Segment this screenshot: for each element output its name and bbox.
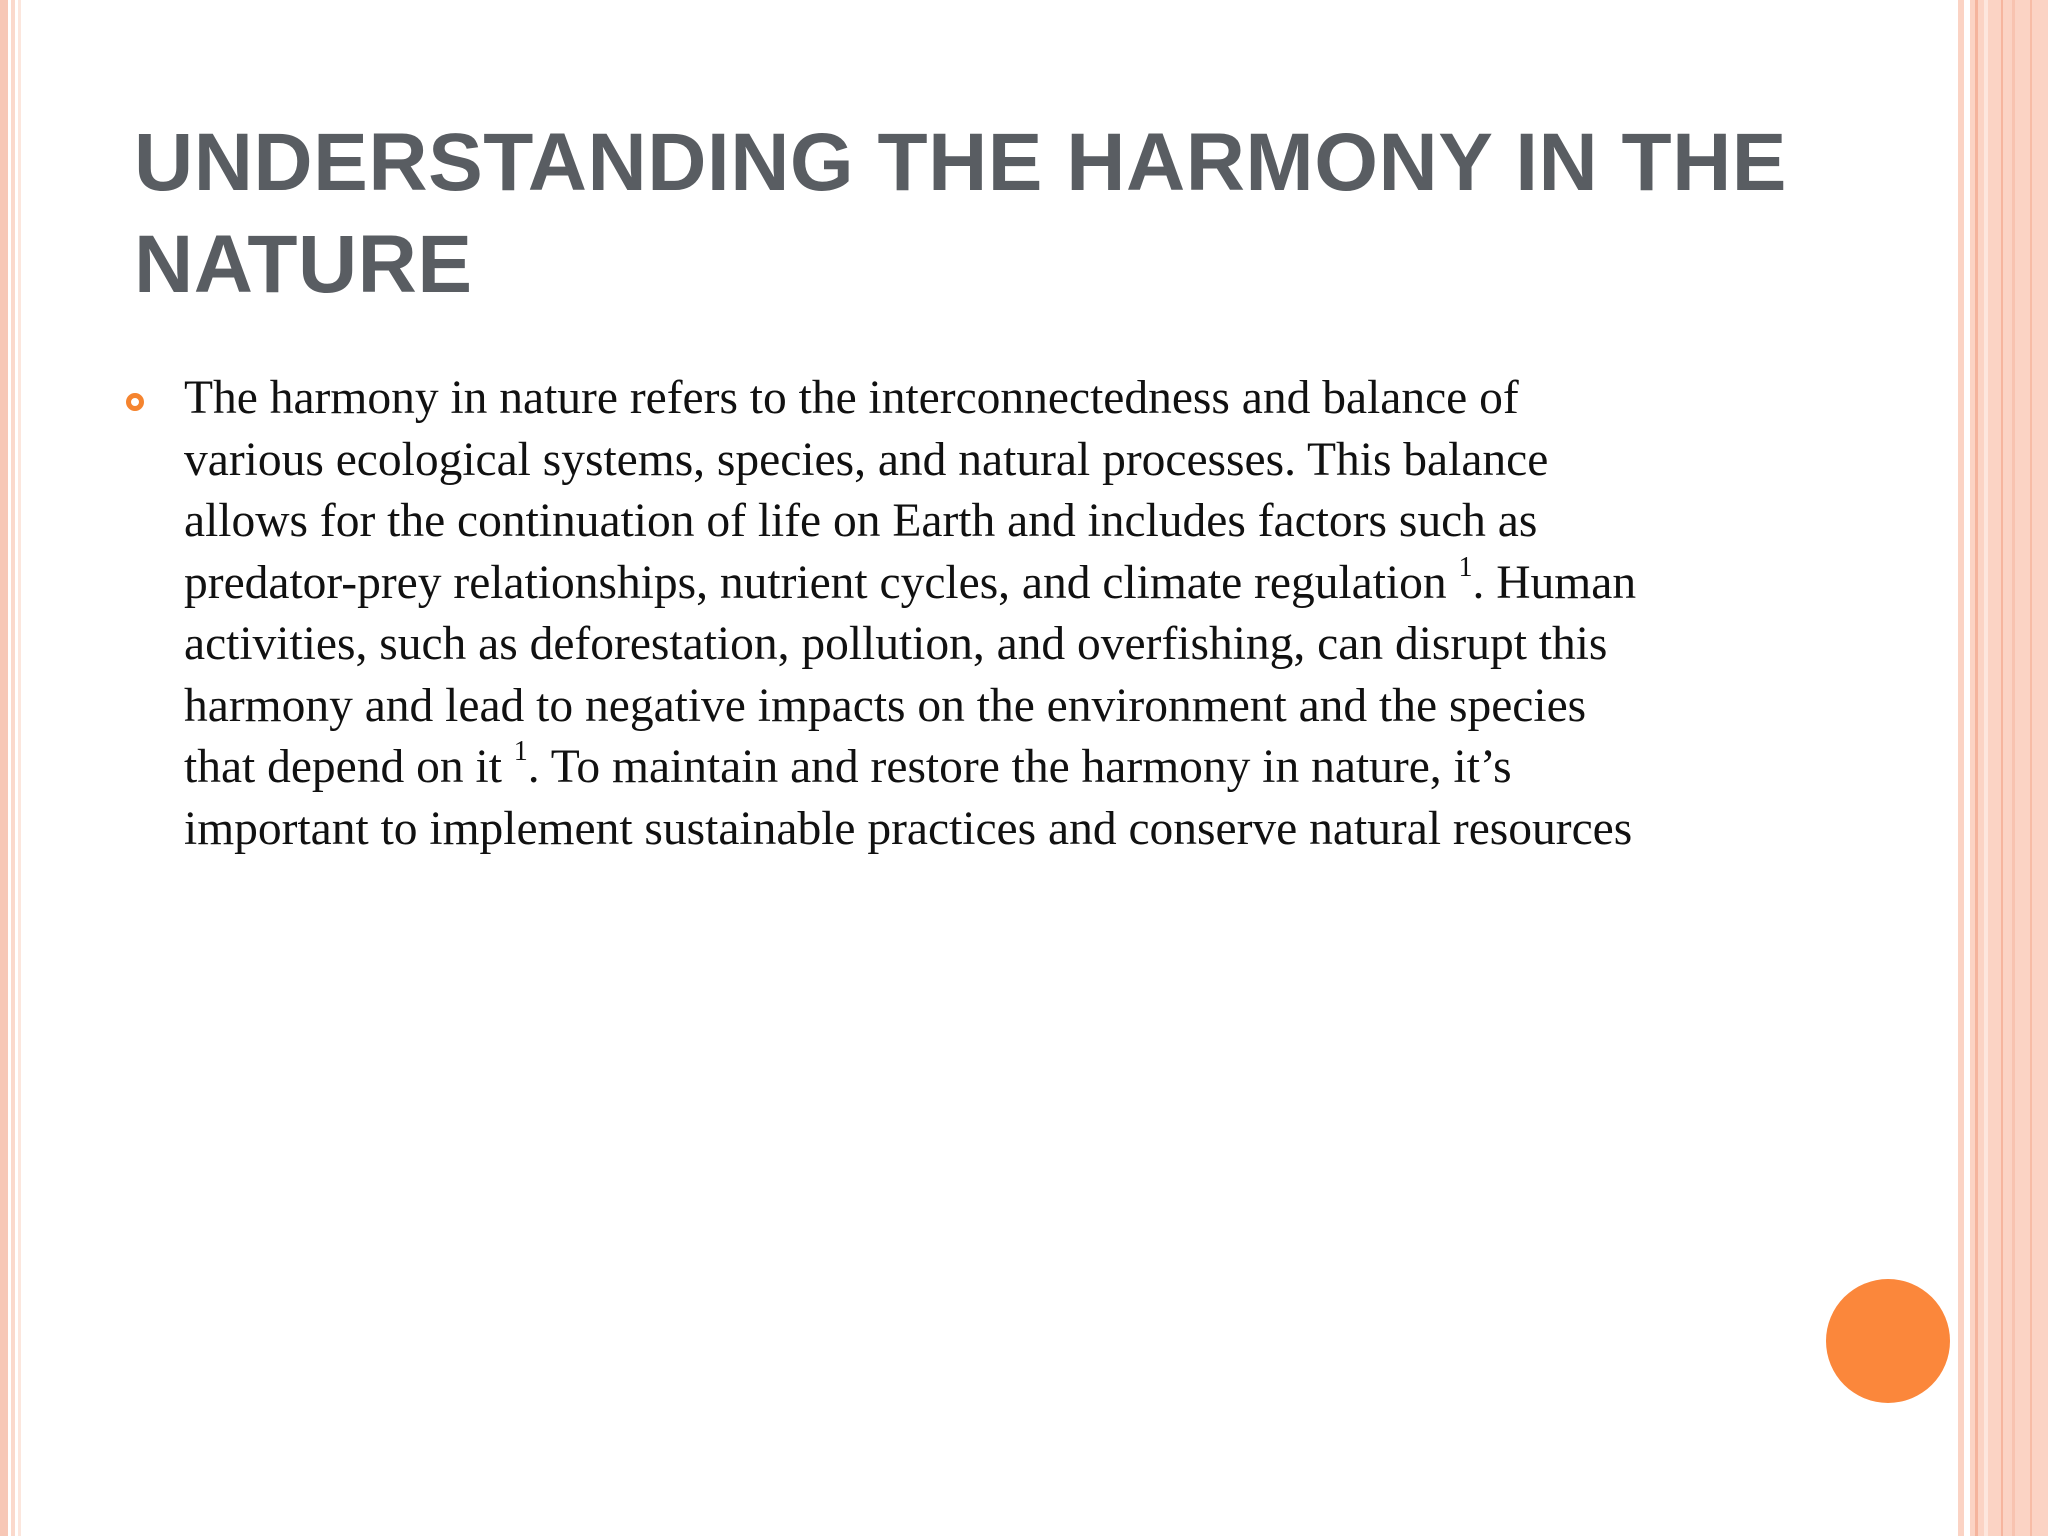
slide-title: UNDERSTANDING THE HARMONY IN THE NATURE <box>134 117 1787 310</box>
right-border-band <box>1958 0 2048 1536</box>
body-text-run: that depend on it <box>184 741 514 793</box>
body-text-run: . To maintain and restore the harmony in nature, it’s <box>527 741 1512 793</box>
footnote-reference: 1 <box>513 736 528 767</box>
body-line: The harmony in nature refers to the interconnectedness and balance of <box>184 372 1519 424</box>
body-line: activities, such as deforestation, pollution, and overfishing, can disrupt this <box>184 618 1608 670</box>
right-border-line <box>1984 0 1988 1536</box>
body-line: allows for the continuation of life on Earth and includes factors such as <box>184 495 1538 547</box>
right-border-line <box>1975 0 1978 1536</box>
bullet-icon <box>126 393 144 411</box>
left-border-stripe <box>0 0 8 1536</box>
slide-body-text <box>184 368 1784 860</box>
body-line <box>184 737 1784 799</box>
footnote-reference: 1 <box>1458 551 1473 583</box>
right-border-line <box>2001 0 2003 1536</box>
body-line: important to implement sustainable practices and conserve natural resources <box>184 802 1633 855</box>
body-line: harmony and lead to negative impacts on the environment and the species <box>184 679 1587 732</box>
right-border-line <box>2012 0 2015 1536</box>
right-border-line <box>2030 0 2032 1536</box>
body-text-run: predator-prey relationships, nutrient cycles, and climate regulation <box>184 556 1459 609</box>
body-text-run: . Human <box>1472 556 1637 609</box>
body-line <box>184 553 1784 615</box>
right-border-line <box>1964 0 1970 1536</box>
left-border-stripe <box>11 0 15 1536</box>
body-line: various ecological systems, species, and natural processes. This balance <box>184 433 1549 486</box>
left-border-stripe <box>18 0 21 1536</box>
decorative-accent-circle <box>1826 1279 1950 1403</box>
